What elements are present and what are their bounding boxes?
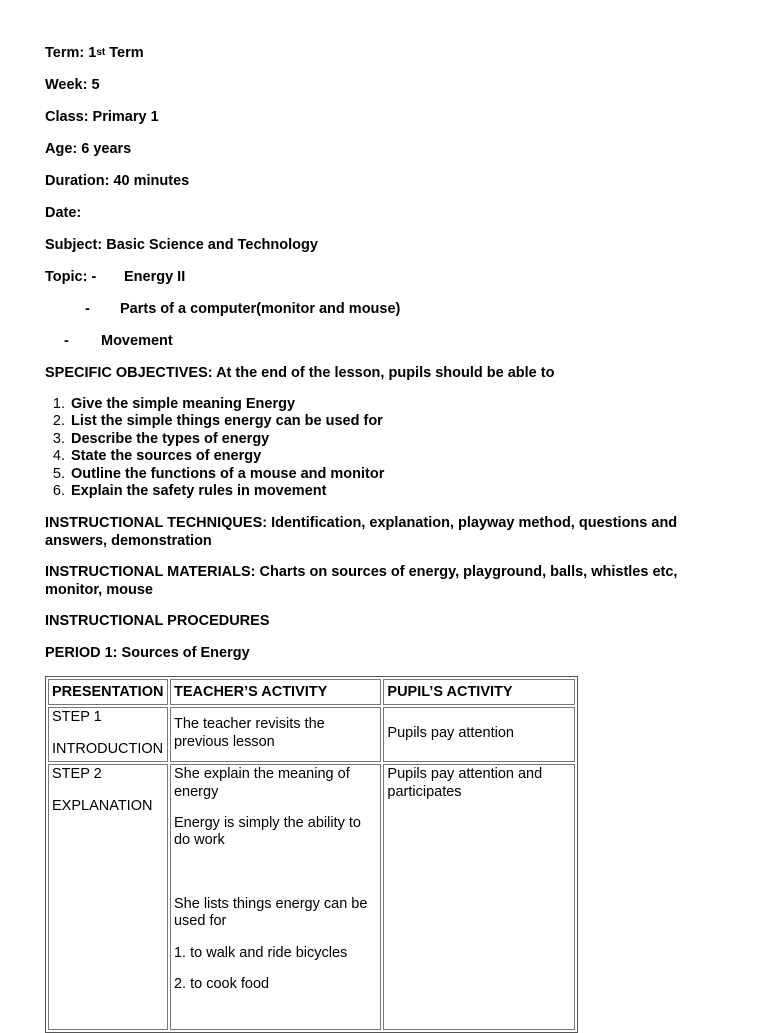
presentation-cell <box>48 764 168 1030</box>
teacher-activity-text: 1. to walk and ride bicycles <box>173 944 348 961</box>
objective-item: 3. Describe the types of energy <box>69 431 384 448</box>
topic-2-dash: - <box>85 301 90 317</box>
pupil-activity-text: Pupils pay attention <box>387 725 514 742</box>
objective-item: 4. State the sources of energy <box>69 448 384 465</box>
teacher-activity-text: She lists things energy can be used for <box>173 895 368 930</box>
objectives-heading: SPECIFIC OBJECTIVES: At the end of the lesson, pupils should be able to <box>45 365 555 381</box>
topic-item-energy: Energy II <box>124 269 186 285</box>
step-label: STEP 1 <box>52 709 102 726</box>
teacher-activity-cell <box>170 764 381 1030</box>
teacher-activity-text: Energy is simply the ability to do work <box>173 815 361 849</box>
objectives-list <box>45 396 384 500</box>
teacher-activity-text: She explain the meaning of energy <box>173 766 350 800</box>
procedure-table <box>45 676 578 1033</box>
term-superscript: st <box>96 47 106 58</box>
instructional-techniques: INSTRUCTIONAL TECHNIQUES: Identification, explanation, playway method, questions and answers, demonstration <box>45 515 678 549</box>
objective-item: 2. List the simple things energy can be used for <box>69 413 384 430</box>
topic-line-2 <box>85 300 401 318</box>
header-teacher-activity: TEACHER’S ACTIVITY <box>170 679 381 705</box>
stage-label: EXPLANATION <box>52 797 153 814</box>
date-line: Date: <box>45 205 82 221</box>
topic-item-computer: Parts of a computer(monitor and mouse) <box>120 301 401 317</box>
instructional-materials: INSTRUCTIONAL MATERIALS: Charts on sources of energy, playground, balls, whistles etc, monitor, mouse <box>45 564 678 598</box>
header-pupil-activity: PUPIL’S ACTIVITY <box>383 679 575 705</box>
table-row <box>48 764 575 1030</box>
step-label: STEP 2 <box>52 766 102 783</box>
topic-3-dash: - <box>64 333 69 349</box>
objective-item: 6. Explain the safety rules in movement <box>69 483 384 500</box>
subject-line: Subject: Basic Science and Technology <box>45 237 318 253</box>
teacher-activity-text: 2. to cook food <box>173 976 270 993</box>
table-row <box>48 707 575 762</box>
stage-label: INTRODUCTION <box>52 740 164 757</box>
objective-item: 1. Give the simple meaning Energy <box>69 396 384 413</box>
topic-line <box>45 268 186 286</box>
duration-line: Duration: 40 minutes <box>45 173 190 189</box>
topic-label: Topic: - <box>45 269 97 285</box>
period-heading: PERIOD 1: Sources of Energy <box>45 645 250 661</box>
pupil-activity-cell <box>383 764 575 1030</box>
teacher-activity-text: The teacher revisits the previous lesson <box>173 716 325 750</box>
week-line: Week: 5 <box>45 77 100 93</box>
objective-item: 5. Outline the functions of a mouse and monitor <box>69 466 384 483</box>
pupil-activity-text: Pupils pay attention and participates <box>387 766 543 800</box>
age-line: Age: 6 years <box>45 141 132 157</box>
header-presentation: PRESENTATION <box>48 679 168 705</box>
topic-item-movement: Movement <box>101 333 173 349</box>
class-line: Class: Primary 1 <box>45 109 159 125</box>
term-line <box>45 44 144 64</box>
pupil-activity-cell <box>383 707 575 762</box>
presentation-cell <box>48 707 168 762</box>
term-suffix: Term <box>105 45 144 61</box>
procedures-heading: INSTRUCTIONAL PROCEDURES <box>45 613 270 629</box>
term-label: Term: 1 <box>45 45 97 61</box>
table-header-row <box>48 679 575 705</box>
topic-line-3 <box>64 332 173 350</box>
teacher-activity-cell <box>170 707 381 762</box>
